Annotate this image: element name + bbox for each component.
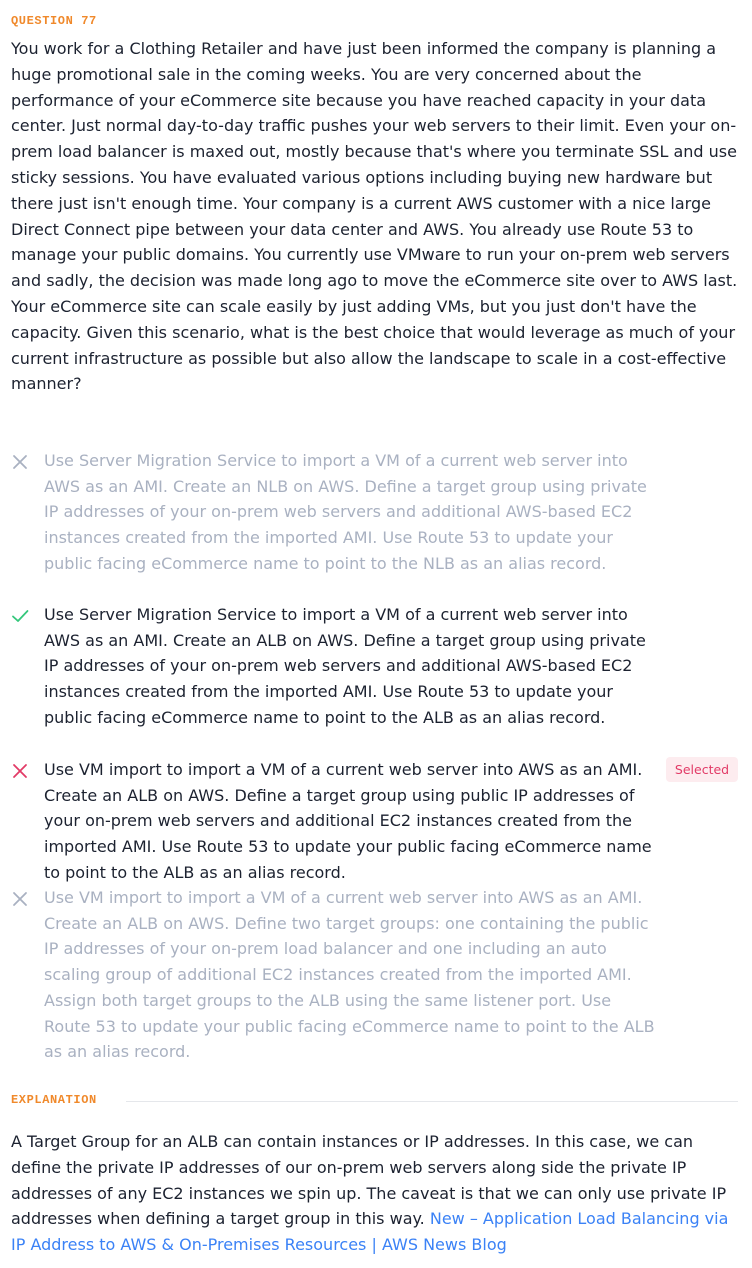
- x-icon: [11, 890, 29, 908]
- aws-news-blog-link[interactable]: New – Application Load Balancing via IP Address to AWS & On-Premises Resources | AWS News Blog: [11, 1209, 729, 1255]
- check-icon: [11, 607, 29, 625]
- answer-option-text: Use VM import to import a VM of a current web server into AWS as an AMI. Create an ALB on AWS. Define two target groups: one containing the public IP addresses of your on-prem load balancer and one including an auto scaling group of additional EC2 instances created from the imported AMI. Assign both target groups to the ALB using the same listener port. Use Route 53 to update your public facing eCommerce name to point to the ALB as an alias record.: [44, 888, 655, 1062]
- question-label: QUESTION 77: [11, 14, 97, 28]
- x-icon: [11, 762, 29, 780]
- answer-option-text: Use VM import to import a VM of a current web server into AWS as an AMI. Create an ALB on AWS. Define a target group using public IP addresses of your on-prem web servers and additional EC2 instances created from the imported AMI. Use Route 53 to update your public facing eCommerce name to point to the ALB as an alias record.: [44, 760, 652, 882]
- answer-option-text: Use Server Migration Service to import a VM of a current web server into AWS as an AMI. Create an NLB on AWS. Define a target group using private IP addresses of your on-prem web servers and additional AWS-based EC2 instances created from the imported AMI. Use Route 53 to update your public facing eCommerce name to point to the NLB as an alias record.: [44, 451, 647, 573]
- explanation-body: A Target Group for an ALB can contain instances or IP addresses. In this case, we can define the private IP addresses of our on-prem web servers along side the private IP addresses of any EC2 instances we spin up. The caveat is that we can only use private IP addresses when defining a target group in this way.: [11, 1132, 727, 1229]
- selected-badge: Selected: [666, 757, 738, 782]
- explanation-text: [11, 1129, 743, 1258]
- question-text: You work for a Clothing Retailer and have just been informed the company is planning a huge promotional sale in the coming weeks. You are very concerned about the performance of your eCommerce site because you have reached capacity in your data center. Just normal day-to-day traffic pushes your web servers to their limit. Even your on-prem load balancer is maxed out, mostly because that's where you terminate SSL and use sticky sessions. You have evaluated various options including buying new hardware but there just isn't enough time. Your company is a current AWS customer with a nice large Direct Connect pipe between your data center and AWS. You already use Route 53 to manage your public domains. You currently use VMware to run your on-prem web servers and sadly, the decision was made long ago to move the eCommerce site over to AWS last. Your eCommerce site can scale easily by just adding VMs, but you just don't have the capacity. Given this scenario, what is the best choice that would leverage as much of your current infrastructure as possible but also allow the landscape to scale in a cost-effective manner?: [11, 39, 738, 394]
- x-icon: [11, 453, 29, 471]
- explanation-label: EXPLANATION: [11, 1093, 97, 1107]
- explanation-divider: [126, 1101, 738, 1102]
- answer-option-text: Use Server Migration Service to import a VM of a current web server into AWS as an AMI. Create an ALB on AWS. Define a target group using private IP addresses of your on-prem web servers and additional AWS-based EC2 instances created from the imported AMI. Use Route 53 to update your public facing eCommerce name to point to the ALB as an alias record.: [44, 605, 646, 727]
